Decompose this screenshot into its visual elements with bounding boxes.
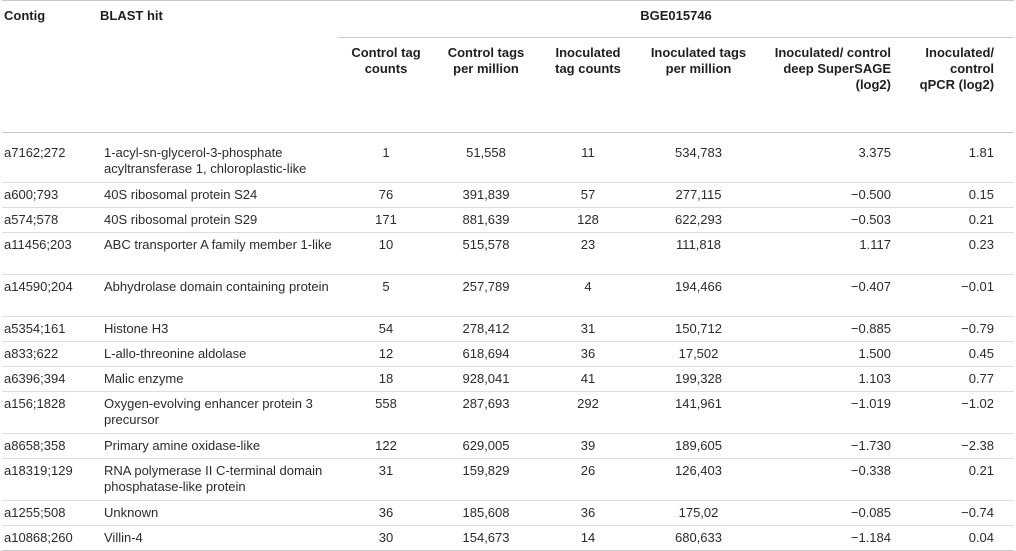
cell-qpcr: −1.02 bbox=[961, 396, 995, 411]
cell-blast-hit: 40S ribosomal protein S24 bbox=[104, 187, 258, 202]
table-row bbox=[2, 275, 1014, 317]
cell-inoculated-tags-per-million: 194,466 bbox=[675, 279, 722, 294]
cell-control-tags-per-million: 629,005 bbox=[462, 438, 510, 453]
cell-control-tag-counts: 10 bbox=[378, 237, 394, 252]
table-header bbox=[2, 1, 1014, 133]
cell-qpcr: 0.45 bbox=[968, 346, 995, 361]
cell-inoculated-tag-counts: 128 bbox=[577, 212, 599, 227]
cell-control-tag-counts: 558 bbox=[375, 396, 397, 411]
cell-contig: a574;578 bbox=[4, 212, 59, 227]
cell-deep-supersage: −1.730 bbox=[850, 438, 891, 453]
cell-inoculated-tag-counts: 23 bbox=[580, 237, 596, 252]
table-row bbox=[2, 342, 1014, 367]
header-contig: Contig bbox=[2, 1, 98, 133]
cell-inoculated-tags-per-million: 150,712 bbox=[675, 321, 722, 336]
cell-inoculated-tags-per-million: 277,115 bbox=[675, 187, 722, 202]
cell-control-tag-counts: 54 bbox=[378, 321, 394, 336]
cell-deep-supersage: 1.103 bbox=[858, 371, 891, 386]
header-blast-hit: BLAST hit bbox=[98, 1, 338, 133]
cell-blast-hit: Oxygen-evolving enhancer protein 3 precursor bbox=[104, 396, 313, 427]
cell-blast-hit: 40S ribosomal protein S29 bbox=[104, 212, 258, 227]
cell-inoculated-tags-per-million: 141,961 bbox=[675, 396, 722, 411]
cell-qpcr: −0.74 bbox=[961, 505, 995, 520]
cell-inoculated-tag-counts: 39 bbox=[580, 438, 596, 453]
cell-blast-hit: Unknown bbox=[104, 505, 159, 520]
header-inoculated-tags-per-million: Inoculated tags per million bbox=[650, 45, 747, 76]
cell-contig: a18319;129 bbox=[4, 463, 73, 478]
cell-qpcr: −0.79 bbox=[961, 321, 995, 336]
cell-control-tag-counts: 31 bbox=[378, 463, 394, 478]
cell-control-tag-counts: 12 bbox=[378, 346, 394, 361]
table-row bbox=[2, 526, 1014, 551]
cell-control-tag-counts: 18 bbox=[378, 371, 394, 386]
cell-control-tag-counts: 30 bbox=[378, 530, 394, 545]
cell-qpcr: 0.15 bbox=[968, 187, 995, 202]
cell-control-tags-per-million: 391,839 bbox=[462, 187, 510, 202]
cell-inoculated-tag-counts: 31 bbox=[580, 321, 596, 336]
table-row bbox=[2, 367, 1014, 392]
table-body bbox=[2, 133, 1014, 551]
cell-inoculated-tags-per-million: 17,502 bbox=[678, 346, 719, 361]
cell-qpcr: 1.81 bbox=[968, 145, 995, 160]
table-row bbox=[2, 317, 1014, 342]
cell-deep-supersage: 3.375 bbox=[858, 145, 891, 160]
cell-deep-supersage: −0.407 bbox=[850, 279, 891, 294]
cell-blast-hit: Histone H3 bbox=[104, 321, 169, 336]
cell-blast-hit: L-allo-threonine aldolase bbox=[104, 346, 247, 361]
table-row bbox=[2, 183, 1014, 208]
cell-deep-supersage: −0.338 bbox=[850, 463, 891, 478]
cell-qpcr: −0.01 bbox=[961, 279, 995, 294]
header-qpcr: Inoculated/ control qPCR (log2) bbox=[919, 45, 995, 92]
cell-blast-hit: Malic enzyme bbox=[104, 371, 184, 386]
header-control-tags-per-million: Control tags per million bbox=[447, 45, 525, 76]
cell-control-tags-per-million: 618,694 bbox=[462, 346, 510, 361]
cell-inoculated-tags-per-million: 199,328 bbox=[675, 371, 722, 386]
cell-control-tag-counts: 171 bbox=[375, 212, 397, 227]
cell-control-tags-per-million: 159,829 bbox=[462, 463, 510, 478]
cell-blast-hit: Villin-4 bbox=[104, 530, 143, 545]
cell-inoculated-tag-counts: 36 bbox=[580, 505, 596, 520]
cell-contig: a14590;204 bbox=[4, 279, 73, 294]
cell-inoculated-tags-per-million: 534,783 bbox=[675, 145, 722, 160]
cell-inoculated-tag-counts: 57 bbox=[580, 187, 596, 202]
cell-control-tags-per-million: 185,608 bbox=[462, 505, 510, 520]
cell-inoculated-tag-counts: 26 bbox=[580, 463, 596, 478]
table-row bbox=[2, 501, 1014, 526]
cell-control-tags-per-million: 257,789 bbox=[462, 279, 510, 294]
cell-control-tags-per-million: 881,639 bbox=[462, 212, 510, 227]
data-table bbox=[2, 0, 1014, 551]
cell-contig: a5354;161 bbox=[4, 321, 66, 336]
cell-deep-supersage: 1.500 bbox=[858, 346, 891, 361]
cell-blast-hit: Abhydrolase domain containing protein bbox=[104, 279, 329, 294]
cell-control-tag-counts: 122 bbox=[375, 438, 397, 453]
cell-blast-hit: ABC transporter A family member 1-like bbox=[104, 237, 332, 252]
cell-inoculated-tags-per-million: 189,605 bbox=[675, 438, 722, 453]
cell-blast-hit: Primary amine oxidase-like bbox=[104, 438, 261, 453]
cell-inoculated-tags-per-million: 126,403 bbox=[675, 463, 722, 478]
cell-control-tag-counts: 76 bbox=[378, 187, 394, 202]
cell-control-tags-per-million: 928,041 bbox=[462, 371, 510, 386]
cell-inoculated-tag-counts: 41 bbox=[580, 371, 596, 386]
cell-control-tag-counts: 1 bbox=[382, 145, 390, 160]
cell-control-tags-per-million: 154,673 bbox=[462, 530, 510, 545]
cell-qpcr: 0.21 bbox=[968, 212, 995, 227]
cell-deep-supersage: −1.019 bbox=[850, 396, 891, 411]
cell-contig: a600;793 bbox=[4, 187, 59, 202]
cell-inoculated-tags-per-million: 622,293 bbox=[675, 212, 722, 227]
cell-qpcr: 0.04 bbox=[968, 530, 995, 545]
cell-qpcr: 0.23 bbox=[968, 237, 995, 252]
cell-deep-supersage: −0.503 bbox=[850, 212, 891, 227]
header-inoculated-tag-counts: Inoculated tag counts bbox=[555, 45, 621, 76]
cell-control-tags-per-million: 278,412 bbox=[462, 321, 510, 336]
cell-deep-supersage: −1.184 bbox=[850, 530, 891, 545]
cell-deep-supersage: 1.117 bbox=[859, 237, 891, 252]
cell-inoculated-tag-counts: 292 bbox=[577, 396, 599, 411]
cell-inoculated-tags-per-million: 175,02 bbox=[678, 505, 719, 520]
cell-contig: a833;622 bbox=[4, 346, 59, 361]
cell-control-tags-per-million: 515,578 bbox=[462, 237, 510, 252]
table-row bbox=[2, 233, 1014, 275]
table-row bbox=[2, 133, 1014, 183]
cell-inoculated-tags-per-million: 111,818 bbox=[675, 237, 722, 252]
header-group-bge015746: BGE015746 bbox=[338, 1, 1014, 38]
cell-inoculated-tag-counts: 11 bbox=[581, 145, 595, 160]
cell-inoculated-tag-counts: 4 bbox=[584, 279, 592, 294]
cell-qpcr: 0.77 bbox=[968, 371, 995, 386]
header-control-tag-counts: Control tag counts bbox=[351, 45, 421, 76]
cell-contig: a6396;394 bbox=[4, 371, 66, 386]
cell-contig: a11456;203 bbox=[4, 237, 72, 252]
cell-inoculated-tag-counts: 36 bbox=[580, 346, 596, 361]
cell-deep-supersage: −0.500 bbox=[850, 187, 891, 202]
cell-deep-supersage: −0.885 bbox=[850, 321, 891, 336]
table-row bbox=[2, 208, 1014, 233]
cell-qpcr: 0.21 bbox=[968, 463, 995, 478]
table-row bbox=[2, 392, 1014, 434]
cell-deep-supersage: −0.085 bbox=[850, 505, 891, 520]
cell-control-tag-counts: 5 bbox=[382, 279, 390, 294]
header-deep-supersage: Inoculated/ control deep SuperSAGE (log2) bbox=[774, 45, 891, 92]
cell-contig: a1255;508 bbox=[4, 505, 66, 520]
table-row bbox=[2, 459, 1014, 501]
table-row bbox=[2, 434, 1014, 459]
cell-contig: a10868;260 bbox=[4, 530, 73, 545]
cell-contig: a156;1828 bbox=[4, 396, 66, 411]
cell-qpcr: −2.38 bbox=[961, 438, 995, 453]
cell-inoculated-tag-counts: 14 bbox=[580, 530, 596, 545]
cell-blast-hit: RNA polymerase II C-terminal domain phosphatase-like protein bbox=[104, 463, 323, 494]
cell-control-tag-counts: 36 bbox=[378, 505, 394, 520]
cell-contig: a7162;272 bbox=[4, 145, 66, 160]
cell-control-tags-per-million: 287,693 bbox=[462, 396, 510, 411]
cell-inoculated-tags-per-million: 680,633 bbox=[675, 530, 722, 545]
cell-control-tags-per-million: 51,558 bbox=[466, 145, 506, 160]
cell-blast-hit: 1-acyl-sn-glycerol-3-phosphate acyltransferase 1, chloroplastic-like bbox=[104, 145, 307, 176]
header-row-group bbox=[2, 1, 1014, 38]
cell-contig: a8658;358 bbox=[4, 438, 66, 453]
